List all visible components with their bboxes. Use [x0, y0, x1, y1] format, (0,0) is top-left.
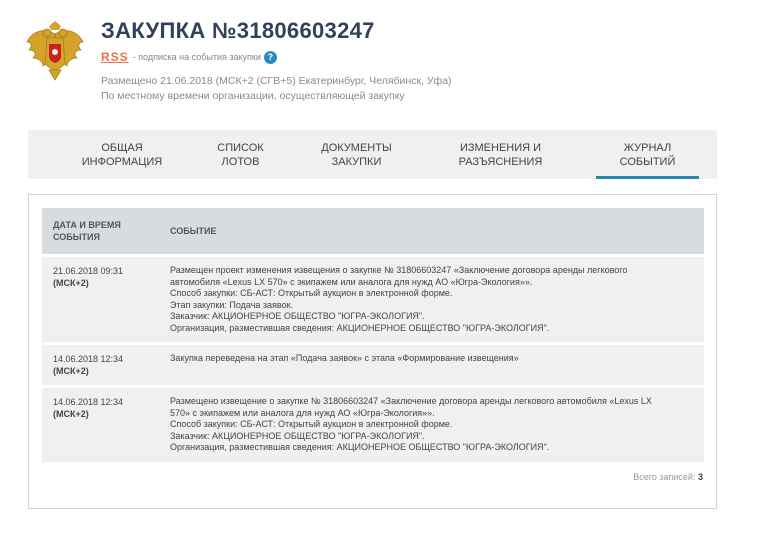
local-time-note: По местному времени организации, осуществляющей закупку: [101, 90, 405, 102]
event-log-table: [42, 208, 704, 462]
row-date: 14.06.2018 12:34: [53, 354, 124, 364]
event-line: Закупка переведена на этап «Подача заявок» с этапа «Формирование извещения»: [170, 353, 519, 363]
event-line: Организация, разместившая сведения: АКЦИОНЕРНОЕ ОБЩЕСТВО "ЮГРА-ЭКОЛОГИЯ".: [170, 322, 550, 333]
tab-bar: [28, 130, 717, 179]
row-date-cell: [42, 388, 159, 462]
total-records: [633, 472, 703, 482]
help-icon[interactable]: ?: [264, 51, 277, 64]
tab-general-info[interactable]: [62, 130, 182, 179]
row-timezone: (МСК+2): [53, 409, 89, 419]
table-row: [42, 388, 704, 462]
table-row: [42, 345, 704, 385]
tab-lots-list[interactable]: [188, 130, 293, 179]
row-date-cell: [42, 257, 159, 342]
tab-label: ИЗМЕНЕНИЯ И: [459, 142, 542, 154]
tab-event-log[interactable]: [596, 130, 699, 179]
published-date: Размещено 21.06.2018 (МСК+2 (СГВ+5) Екатеринбург, Челябинск, Уфа): [101, 75, 452, 87]
row-event-cell: [159, 345, 699, 385]
rss-link[interactable]: RSS: [101, 50, 129, 64]
tab-label: СПИСОК: [217, 142, 264, 154]
column-header-event: СОБЫТИЕ: [170, 226, 217, 236]
event-line: автомобиля «Lexus LX 570» с экипажем или аналога для нужд АО «Югра-Экология»».: [170, 276, 533, 287]
event-line: Организация, разместившая сведения: АКЦИОНЕРНОЕ ОБЩЕСТВО "ЮГРА-ЭКОЛОГИЯ".: [170, 442, 550, 452]
event-line: Заказчик: АКЦИОНЕРНОЕ ОБЩЕСТВО "ЮГРА-ЭКОЛОГИЯ".: [170, 311, 425, 321]
tab-label: ЗАКУПКИ: [331, 156, 382, 168]
table-header: [42, 208, 704, 254]
table-row: [42, 257, 704, 342]
total-records-count: 3: [697, 472, 703, 482]
event-line: Этап закупки: Подача заявок.: [170, 299, 294, 310]
total-records-label: Всего записей:: [633, 472, 696, 482]
tab-label: ОБЩАЯ: [101, 142, 143, 154]
event-line: Размещено извещение о закупке № 31806603247 «Заключение договора аренды легкового автомобиля «Lexus LX: [170, 396, 652, 406]
coat-of-arms-icon: [25, 20, 85, 84]
tab-label: ЛОТОВ: [221, 156, 260, 168]
row-event-cell: [159, 388, 699, 462]
row-timezone: (МСК+2): [53, 366, 89, 376]
event-line: Заказчик: АКЦИОНЕРНОЕ ОБЩЕСТВО "ЮГРА-ЭКОЛОГИЯ".: [170, 430, 425, 441]
row-date-cell: [42, 345, 159, 385]
tab-documents[interactable]: [293, 130, 420, 179]
rss-note: - подписка на события закупки: [132, 52, 261, 62]
column-header-date-line: СОБЫТИЯ: [53, 232, 100, 242]
column-header-date: [42, 219, 159, 243]
event-line: 570» с экипажем или аналога для нужд АО «Югра-Экология»».: [170, 407, 435, 418]
rss-row: [101, 50, 277, 64]
page-title: ЗАКУПКА №31806603247: [101, 18, 375, 43]
row-event-cell: [159, 257, 699, 342]
row-date: 14.06.2018 12:34: [53, 397, 124, 407]
tab-changes[interactable]: [433, 130, 568, 179]
tab-label: ЖУРНАЛ: [623, 142, 672, 154]
tab-label: ДОКУМЕНТЫ: [321, 142, 392, 154]
tab-label: ИНФОРМАЦИЯ: [81, 156, 163, 168]
event-line: Способ закупки: СБ-АСТ: Открытый аукцион в электронной форме.: [170, 419, 453, 429]
column-header-date-line: ДАТА И ВРЕМЯ: [53, 220, 121, 230]
tab-label: СОБЫТИЙ: [619, 156, 676, 168]
row-timezone: (МСК+2): [53, 278, 89, 288]
tab-label: РАЗЪЯСНЕНИЯ: [458, 156, 543, 168]
event-log-panel: [28, 194, 717, 509]
event-line: Способ закупки: СБ-АСТ: Открытый аукцион в электронной форме.: [170, 288, 453, 298]
event-line: Размещен проект изменения извещения о закупке № 31806603247 «Заключение договора аренды легкового: [170, 265, 628, 275]
row-date: 21.06.2018 09:31: [53, 266, 124, 276]
